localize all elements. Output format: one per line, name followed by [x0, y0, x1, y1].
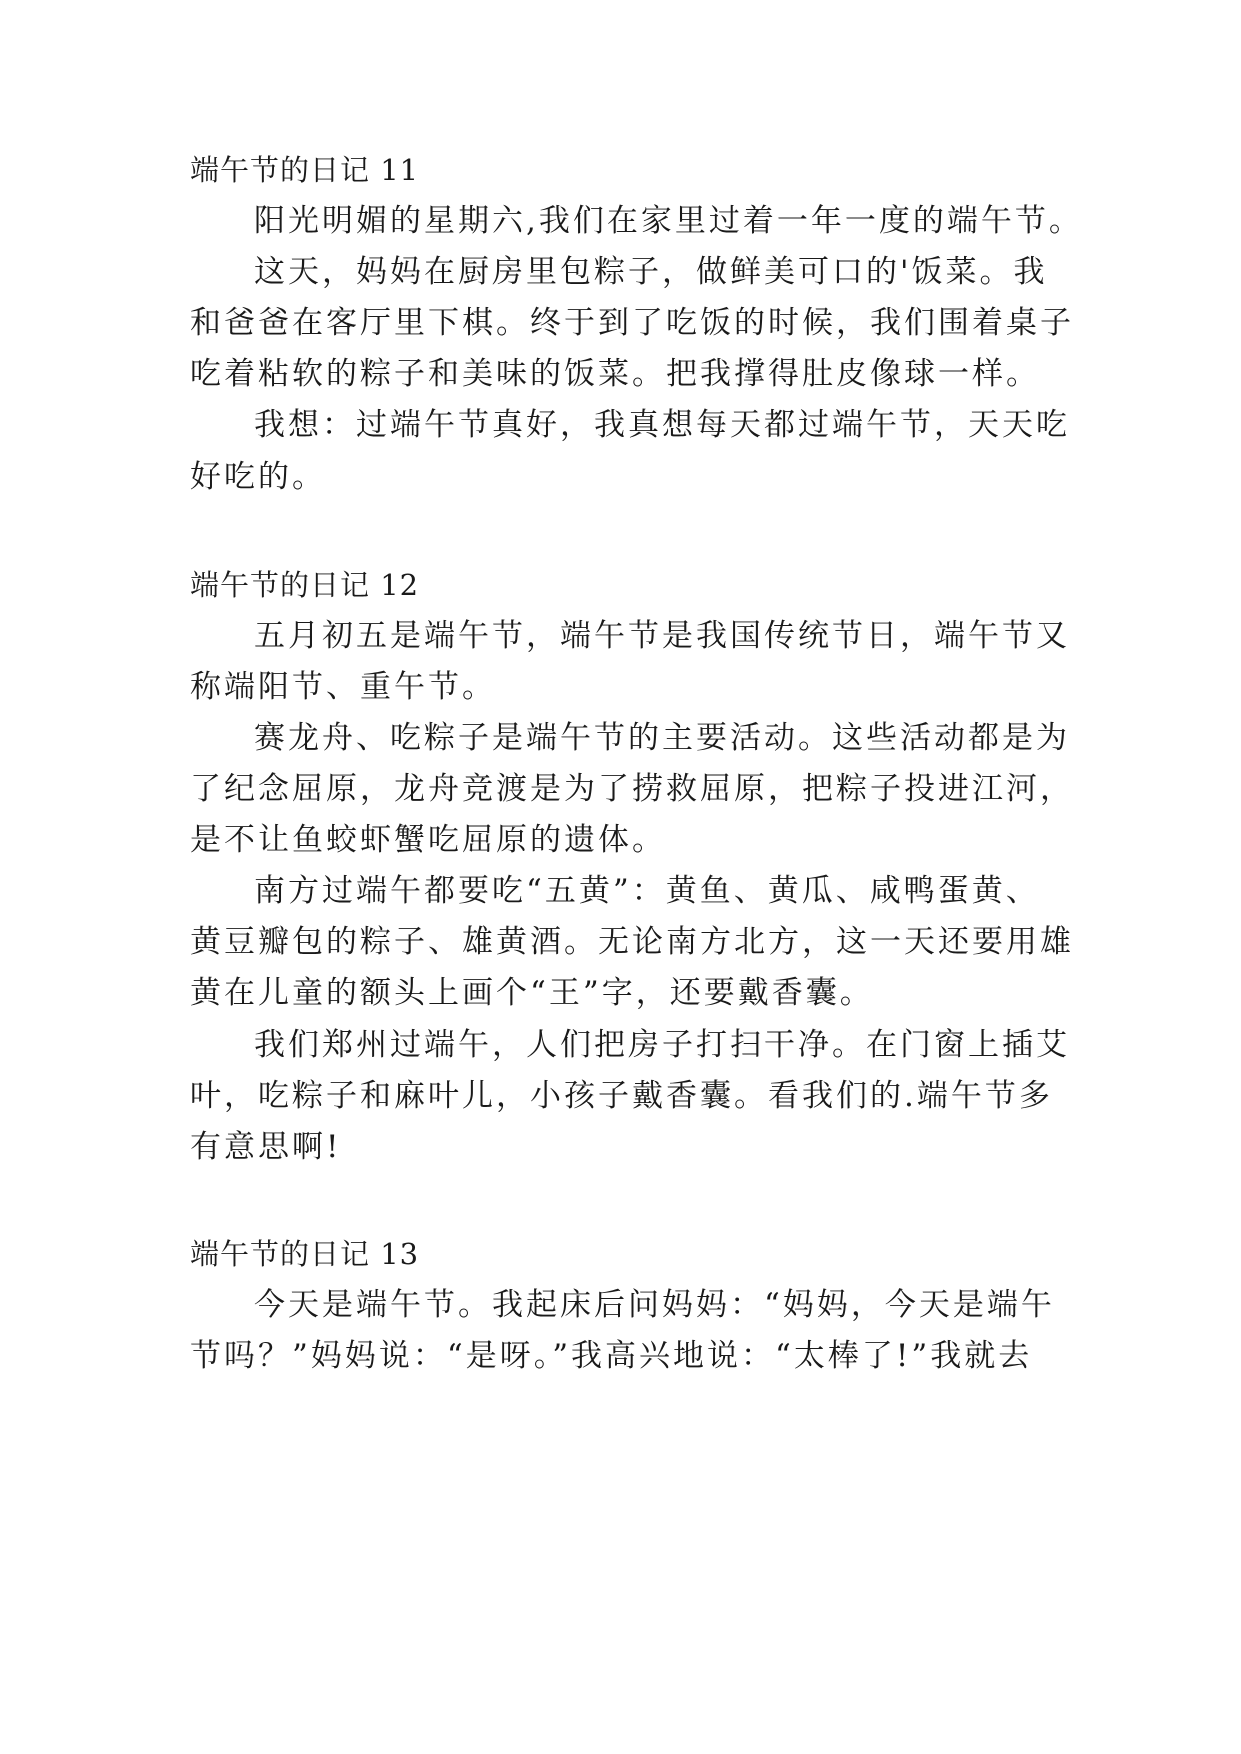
paragraph-line: 节吗？”妈妈说：“是呀。”我高兴地说：“太棒了!”我就去	[190, 1338, 1033, 1374]
paragraph-line: 五月初五是端午节，端午节是我国传统节日，端午节又	[254, 618, 1070, 654]
paragraph-line: 是不让鱼蛟虾蟹吃屈原的遗体。	[190, 822, 666, 858]
paragraph-line: 阳光明媚的星期六,我们在家里过着一年一度的端午节。	[254, 203, 1083, 239]
paragraph-line: 吃着粘软的粽子和美味的饭菜。把我撑得肚皮像球一样。	[190, 356, 1040, 392]
paragraph-line: 好吃的。	[190, 459, 326, 495]
paragraph-line: 南方过端午都要吃“五黄”：黄鱼、黄瓜、咸鸭蛋黄、	[254, 873, 1040, 909]
paragraph-line: 今天是端午节。我起床后问妈妈：“妈妈，今天是端午	[254, 1287, 1055, 1323]
paragraph-line: 称端阳节、重午节。	[190, 669, 496, 705]
paragraph-line: 我们郑州过端午，人们把房子打扫干净。在门窗上插艾	[254, 1027, 1070, 1063]
section-title: 端午节的日记 12	[190, 568, 420, 602]
paragraph-line: 和爸爸在客厅里下棋。终于到了吃饭的时候，我们围着桌子	[190, 305, 1074, 341]
section-title: 端午节的日记 13	[190, 1237, 420, 1271]
paragraph-line: 黄在儿童的额头上画个“王”字，还要戴香囊。	[190, 975, 874, 1011]
paragraph-line: 我想：过端午节真好，我真想每天都过端午节，天天吃	[254, 407, 1070, 443]
paragraph-line: 了纪念屈原，龙舟竞渡是为了捞救屈原，把粽子投进江河，	[190, 771, 1074, 807]
paragraph-line: 这天，妈妈在厨房里包粽子，做鲜美可口的'饭菜。我	[254, 254, 1048, 290]
document-page	[190, 0, 1083, 1754]
section-title: 端午节的日记 11	[190, 153, 420, 187]
paragraph-line: 黄豆瓣包的粽子、雄黄酒。无论南方北方，这一天还要用雄	[190, 924, 1074, 960]
paragraph-line: 叶，吃粽子和麻叶儿，小孩子戴香囊。看我们的.端午节多	[190, 1078, 1053, 1114]
paragraph-line: 有意思啊!	[190, 1129, 342, 1165]
paragraph-line: 赛龙舟、吃粽子是端午节的主要活动。这些活动都是为	[254, 720, 1070, 756]
